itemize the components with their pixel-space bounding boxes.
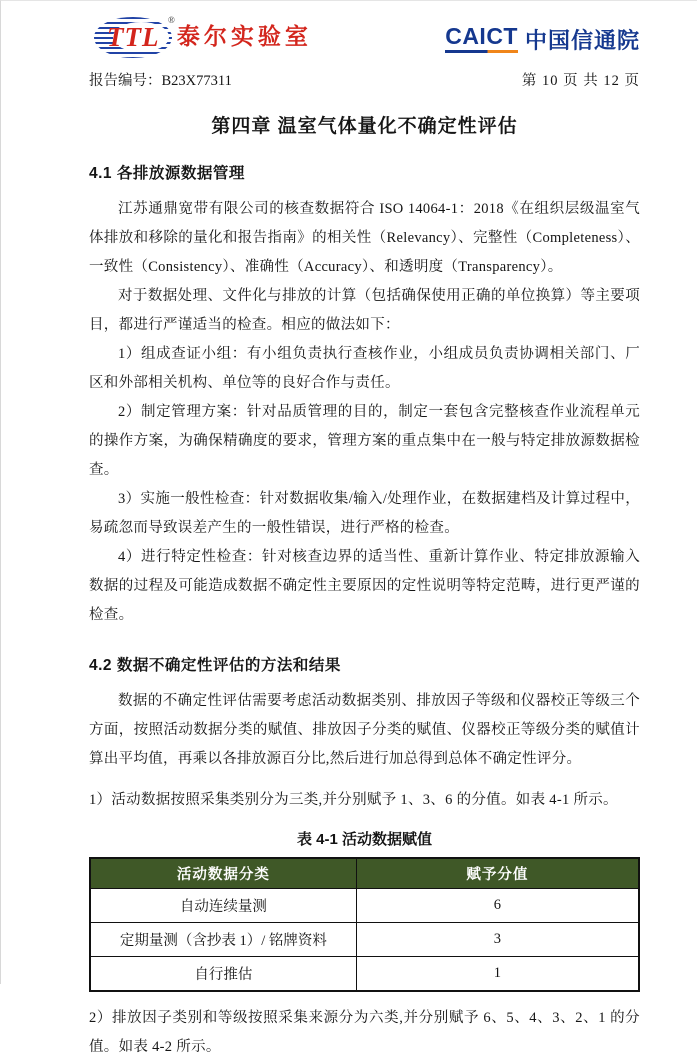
cell-category: 定期量测（含抄表 1）/ 铭牌资料 [90,923,356,957]
section-4-2-heading: 4.2 数据不确定性评估的方法和结果 [89,657,341,674]
ttl-globe-icon [94,17,172,58]
list-item-1: 1）组成查证小组：有小组负责执行查核作业，小组成员负责协调相关部门、厂区和外部相关机构、单位等的良好合作与责任。 [89,346,640,391]
paragraph: 江苏通鼎宽带有限公司的核查数据符合 ISO 14064-1：2018《在组织层级温室气体排放和移除的量化和报告指南》的相关性（Relevancy）、完整性（Completeness）、一致性（Consistency）、准确性（Accuracy）、和透明度（Transparency）。 [89,201,640,275]
paragraph: 数据的不确定性评估需要考虑活动数据类别、排放因子等级和仪器校正等级三个方面，按照活动数据分类的赋值、排放因子分类的赋值、仪器校正等级分类的赋值计算出平均值，再乘以各排放源百分比,然后进行加总得到总体不确定性评分。 [89,693,640,767]
cell-score: 3 [356,923,639,957]
table-row [90,889,639,923]
ttl-logo [94,14,312,58]
caict-logo-text: CAICT [445,23,518,49]
table-row [90,957,639,992]
note-emission-factor: 2）排放因子类别和等级按照采集来源分为六类,并分别赋予 6、5、4、3、2、1 的分值。如表 4-2 所示。 [89,1010,640,1055]
cell-score: 6 [356,889,639,923]
list-item-4: 4）进行特定性检查：针对核查边界的适当性、重新计算作业、特定排放源输入数据的过程及可能造成数据不确定性主要原因的定性说明等特定范畴，进行更严谨的检查。 [89,549,640,623]
column-header-category: 活动数据分类 [90,858,356,889]
paragraph: 对于数据处理、文件化与排放的计算（包括确保使用正确的单位换算）等主要项目，都进行严谨适当的检查。相应的做法如下： [89,288,640,333]
chapter-title: 第四章 温室气体量化不确定性评估 [211,116,518,137]
caict-logo [445,24,640,55]
list-item-2: 2）制定管理方案：针对品质管理的目的，制定一套包含完整核查作业流程单元的操作方案，为确保精确度的要求，管理方案的重点集中在一般与特定排放源数据检查。 [89,404,640,478]
caict-logo-chinese: 中国信通院 [524,27,640,53]
section-4-1-heading: 4.1 各排放源数据管理 [89,165,245,182]
report-number: 报告编号：B23X77311 [89,73,232,89]
page-indicator: 第 10 页 共 12 页 [521,73,640,89]
page-header [89,14,640,60]
cell-category: 自动连续量测 [90,889,356,923]
table-caption: 表 4-1 活动数据赋值 [296,831,432,848]
table-header-row [90,858,639,889]
registered-mark-icon: ® [168,14,175,25]
note-activity-data: 1）活动数据按照采集类别分为三类,并分别赋予 1、3、6 的分值。如表 4-1 所示。 [89,792,618,808]
meta-row [89,69,640,90]
cell-score: 1 [356,957,639,992]
list-item-3: 3）实施一般性检查：针对数据收集/输入/处理作业，在数据建档及计算过程中，易疏忽而导致误差产生的一般性错误，进行严格的检查。 [89,491,640,536]
cell-category: 自行推估 [90,957,356,992]
document-page [1,1,697,1062]
activity-data-table [89,857,640,992]
caict-underline-icon [445,50,518,53]
column-header-score: 赋予分值 [356,858,639,889]
ttl-logo-text: TTL [107,21,160,52]
ttl-logo-chinese: 泰尔实验室 [176,23,312,49]
table-row [90,923,639,957]
